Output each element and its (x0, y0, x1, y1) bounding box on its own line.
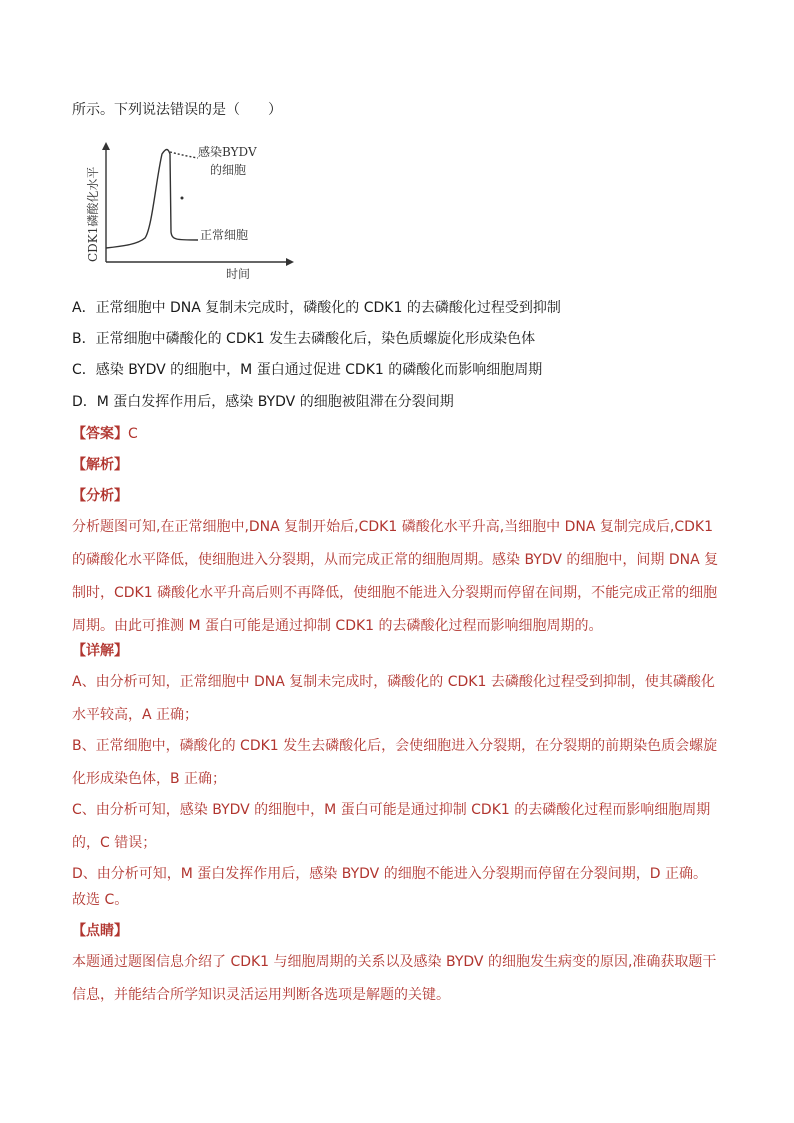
answer-line (72, 424, 138, 444)
xiangjie-b: B、正常细胞中，磷酸化的 CDK1 发生去磷酸化后，会使细胞进入分裂期，在分裂期的前期染色质会螺旋化形成染色体，B 正确； (72, 738, 718, 787)
answer-value: C (128, 426, 138, 442)
normal-cell-label: 正常细胞 (200, 228, 249, 242)
y-axis-arrow (102, 142, 110, 150)
option-d: D．M 蛋白发挥作用后，感染 BYDV 的细胞被阻滞在分裂间期 (72, 394, 454, 410)
fenxi-label: 【分析】 (72, 488, 128, 504)
infected-cell-curve (170, 152, 198, 158)
answer-label: 【答案】 (72, 426, 128, 442)
option-a: A．正常细胞中 DNA 复制未完成时，磷酸化的 CDK1 的去磷酸化过程受到抑制 (72, 300, 561, 316)
dianjing-label: 【点睛】 (72, 923, 128, 939)
infected-cell-label-line2: 的细胞 (210, 163, 247, 177)
fenxi-text: 分析题图可知,在正常细胞中,DNA 复制开始后,CDK1 磷酸化水平升高,当细胞中 DNA 复制完成后,CDK1 的磷酸化水平降低，使细胞进入分裂期，从而完成正常的细胞周期。感染 BYDV 的细胞中，间期 DNA 复制时，CDK1 磷酸化水平升高后则不再降低，使细胞不能进入分裂期而停留在间期，不能完成正常的细胞周期。由此可推测 M 蛋白可能是通过抑制 CDK1 的去磷酸化过程而影响细胞周期的。 (72, 519, 719, 634)
xiangjie-c: C、由分析可知，感染 BYDV 的细胞中，M 蛋白可能是通过抑制 CDK1 的去磷酸化过程而影响细胞周期的，C 错误； (72, 802, 711, 851)
xiangjie-label: 【详解】 (72, 643, 128, 659)
xiangjie-a: A、由分析可知，正常细胞中 DNA 复制未完成时，磷酸化的 CDK1 去磷酸化过程受到抑制，使其磷酸化水平较高，A 正确； (72, 674, 715, 723)
x-axis-arrow (286, 258, 294, 266)
analysis-label: 【解析】 (72, 457, 128, 473)
infected-cell-label-line1: 感染BYDV (198, 145, 257, 159)
xiangjie-conclusion: 故选 C。 (72, 892, 129, 908)
x-axis-label: 时间 (226, 267, 251, 281)
cdk1-phosphorylation-figure (80, 140, 300, 282)
marker-dot (181, 197, 184, 200)
dianjing-text: 本题通过题图信息介绍了 CDK1 与细胞周期的关系以及感染 BYDV 的细胞发生病变的原因,准确获取题干信息，并能结合所学知识灵活运用判断各选项是解题的关键。 (72, 954, 717, 1003)
y-axis-label: CDK1磷酸化水平 (86, 166, 100, 262)
xiangjie-d: D、由分析可知，M 蛋白发挥作用后，感染 BYDV 的细胞不能进入分裂期而停留在分裂间期，D 正确。 (72, 866, 707, 882)
option-c: C．感染 BYDV 的细胞中，M 蛋白通过促进 CDK1 的磷酸化而影响细胞周期 (72, 362, 543, 378)
option-b: B．正常细胞中磷酸化的 CDK1 发生去磷酸化后，染色质螺旋化形成染色体 (72, 331, 536, 347)
question-stem-tail: 所示。下列说法错误的是（ ） (72, 102, 282, 118)
normal-cell-curve (106, 150, 198, 249)
